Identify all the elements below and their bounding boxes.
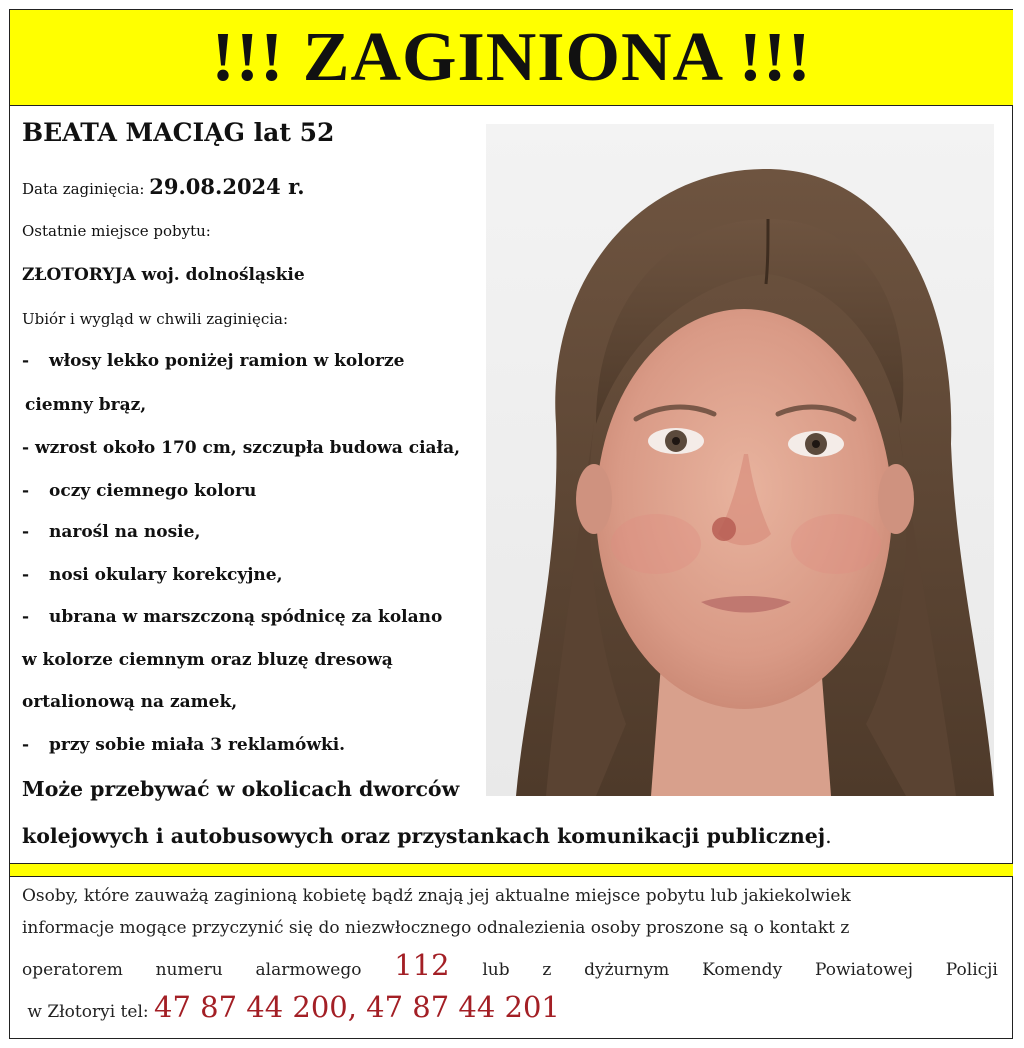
dash-mark: - [22, 522, 30, 542]
alarm-number: 112 [394, 948, 450, 982]
note-line-2-text: kolejowych i autobusowych oraz przystankach komunikacji publicznej [22, 824, 826, 848]
dash-mark: - [22, 565, 30, 585]
contact-line-1: Osoby, które zauważą zaginioną kobietę bądź znają jej aktualne miejsce pobytu lub jakiekolwiek [22, 886, 851, 906]
list-item [22, 351, 404, 371]
last-place-value: ZŁOTORYJA woj. dolnośląskie [22, 265, 305, 285]
dash-mark: - [22, 351, 30, 371]
list-item-text: włosy lekko poniżej ramion w kolorze [49, 351, 405, 371]
contact-line-2: informacje mogące przyczynić się do niezwłocznego odnalezienia osoby proszone są o kontakt z [22, 918, 850, 938]
note-line-2 [22, 824, 832, 848]
list-item [22, 522, 200, 542]
note-line-1: Może przebywać w okolicach dworców [22, 777, 460, 801]
date-row [22, 174, 305, 199]
phone-label: w Złotoryi tel: [22, 1002, 155, 1022]
appearance-label: Ubiór i wygląd w chwili zaginięcia: [22, 310, 289, 328]
contact-word: numeru [155, 960, 223, 980]
list-item: ortalionową na zamek, [22, 692, 238, 712]
date-label: Data zaginięcia: [22, 180, 150, 198]
list-item [22, 607, 442, 627]
contact-word: z [542, 960, 552, 980]
date-value: 29.08.2024 r. [149, 174, 305, 199]
poster-title: !!! ZAGINIONA !!! [211, 18, 812, 96]
dash-mark: - [22, 481, 30, 501]
list-item-text: oczy ciemnego koloru [49, 481, 257, 501]
contact-word: operatorem [22, 960, 123, 980]
list-item-text: przy sobie miała 3 reklamówki. [49, 735, 346, 755]
dash-mark: - [22, 607, 30, 627]
list-item-text: ubrana w marszczoną spódnicę za kolano [49, 607, 443, 627]
contact-word: Powiatowej [814, 960, 914, 980]
contact-word: Komendy [702, 960, 783, 980]
person-name: BEATA MACIĄG lat 52 [22, 118, 335, 147]
list-item-text: narośl na nosie, [49, 522, 201, 542]
contact-line-3 [22, 948, 998, 982]
last-place-label: Ostatnie miejsce pobytu: [22, 222, 211, 240]
dash-mark: - [22, 735, 30, 755]
note-period: . [825, 824, 832, 848]
contact-word: alarmowego [255, 960, 362, 980]
list-item: - wzrost około 170 cm, szczupła budowa ciała, [22, 438, 461, 458]
list-item: w kolorze ciemnym oraz bluzę dresową [22, 650, 393, 670]
list-item: ciemny brąz, [25, 395, 147, 415]
contact-line-4 [22, 990, 998, 1024]
list-item [22, 735, 345, 755]
footer-separator [10, 863, 1013, 877]
phone-numbers: 47 87 44 200, 47 87 44 201 [154, 990, 560, 1024]
list-item [22, 481, 256, 501]
list-item [22, 565, 283, 585]
list-item-text: nosi okulary korekcyjne, [49, 565, 283, 585]
header-banner [10, 10, 1013, 106]
contact-word: lub [482, 960, 510, 980]
contact-word: dyżurnym [584, 960, 670, 980]
portrait-photo [486, 124, 994, 796]
contact-word: Policji [945, 960, 998, 980]
